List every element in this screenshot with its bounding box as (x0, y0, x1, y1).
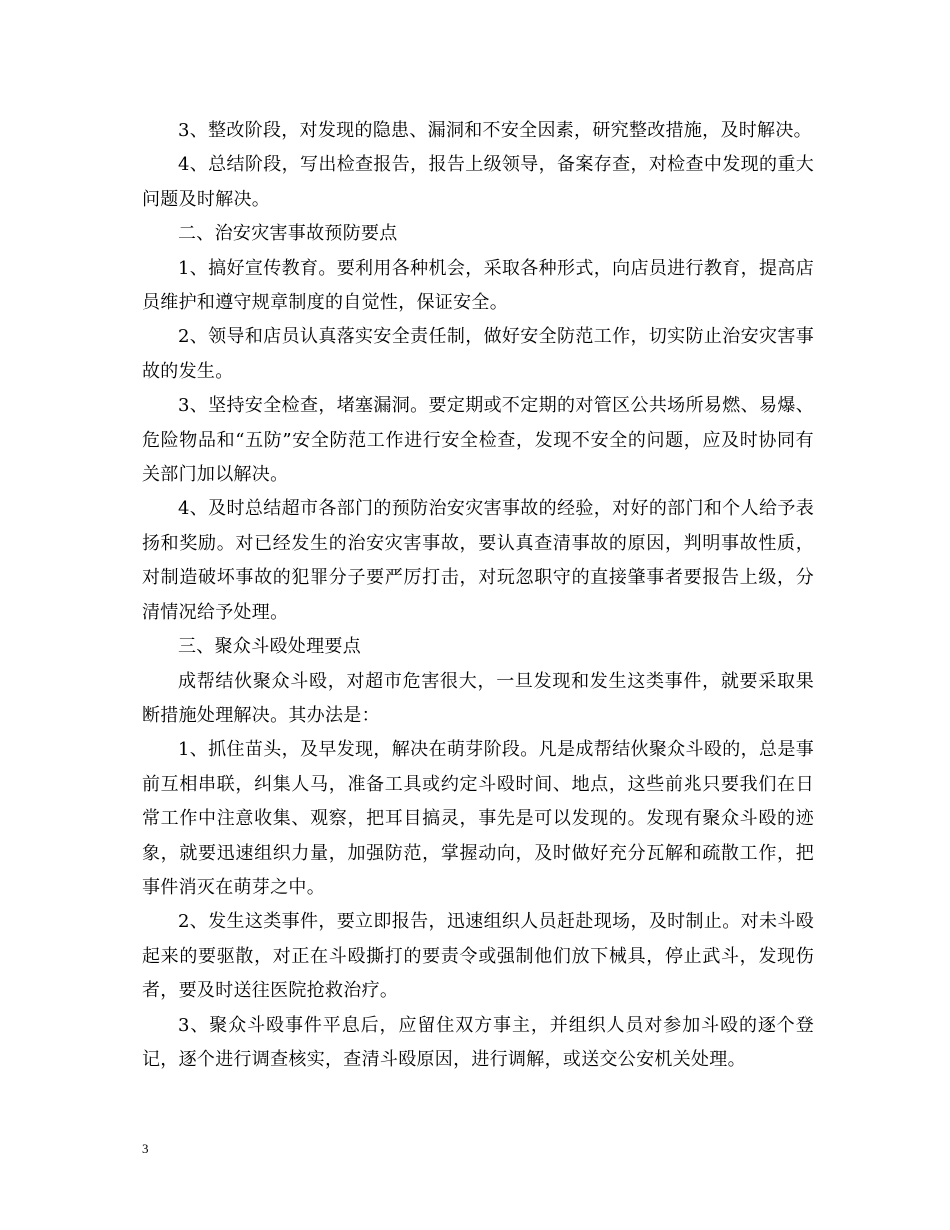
paragraph-immediate-report: 2、发生这类事件，要立即报告，迅速组织人员赶赴现场，及时制止。对未斗殴起来的要驱散，对正在斗殴撕打的要责令或强制他们放下械具，停止武斗，发现伤者，要及时送往医院抢救治疗。 (142, 911, 814, 1002)
paragraph-experience-summary: 4、及时总结超市各部门的预防治安灾害事故的经验，对好的部门和个人给予表扬和奖励。对已经发生的治安灾害事故，要认真查清事故的原因，判明事故性质，对制造破坏事故的犯罪分子要严厉打击，对玩忽职守的直接肇事者要报告上级，分清情况给予处理。 (142, 498, 814, 623)
paragraph-group-fight-introduction: 成帮结伙聚众斗殴，对超市危害很大，一旦发现和发生这类事件，就要采取果断措施处理解决。其办法是： (142, 670, 814, 726)
paragraph-rectification-stage: 3、整改阶段，对发现的隐患、漏洞和不安全因素，研究整改措施，及时解决。 (178, 120, 812, 141)
paragraph-responsibility-system: 2、领导和店员认真落实安全责任制，做好安全防范工作，切实防止治安灾害事故的发生。 (142, 326, 814, 382)
paragraph-summary-stage: 4、总结阶段，写出检查报告，报告上级领导，备案存查，对检查中发现的重大问题及时解决。 (142, 154, 814, 210)
paragraph-safety-inspection: 3、坚持安全检查，堵塞漏洞。要定期或不定期的对管区公共场所易燃、易爆、危险物品和“五防”安全防范工作进行安全检查，发现不安全的问题，应及时协同有关部门加以解决。 (142, 395, 814, 486)
paragraph-early-detection: 1、抓住苗头，及早发现，解决在萌芽阶段。凡是成帮结伙聚众斗殴的，总是事前互相串联，纠集人马，准备工具或约定斗殴时间、地点，这些前兆只要我们在日常工作中注意收集、观察，把耳目搞灵，事先是可以发现的。发现有聚众斗殴的迹象，就要迅速组织力量，加强防范，掌握动向，及时做好充分瓦解和疏散工作，把事件消灭在萌芽之中。 (142, 739, 814, 898)
document-body (142, 114, 814, 1077)
section-heading-group-fight-handling: 三、聚众斗殴处理要点 (178, 636, 361, 658)
section-heading-security-disaster-prevention: 二、治安灾害事故预防要点 (178, 223, 398, 245)
paragraph-after-incident: 3、聚众斗殴事件平息后，应留住双方事主，并组织人员对参加斗殴的逐个登记，逐个进行调查核实，查清斗殴原因，进行调解，或送交公安机关处理。 (142, 1014, 814, 1070)
page-number: 3 (142, 1141, 149, 1156)
paragraph-publicity-education: 1、搞好宣传教育。要利用各种机会，采取各种形式，向店员进行教育，提高店员维护和遵守规章制度的自觉性，保证安全。 (142, 257, 814, 314)
